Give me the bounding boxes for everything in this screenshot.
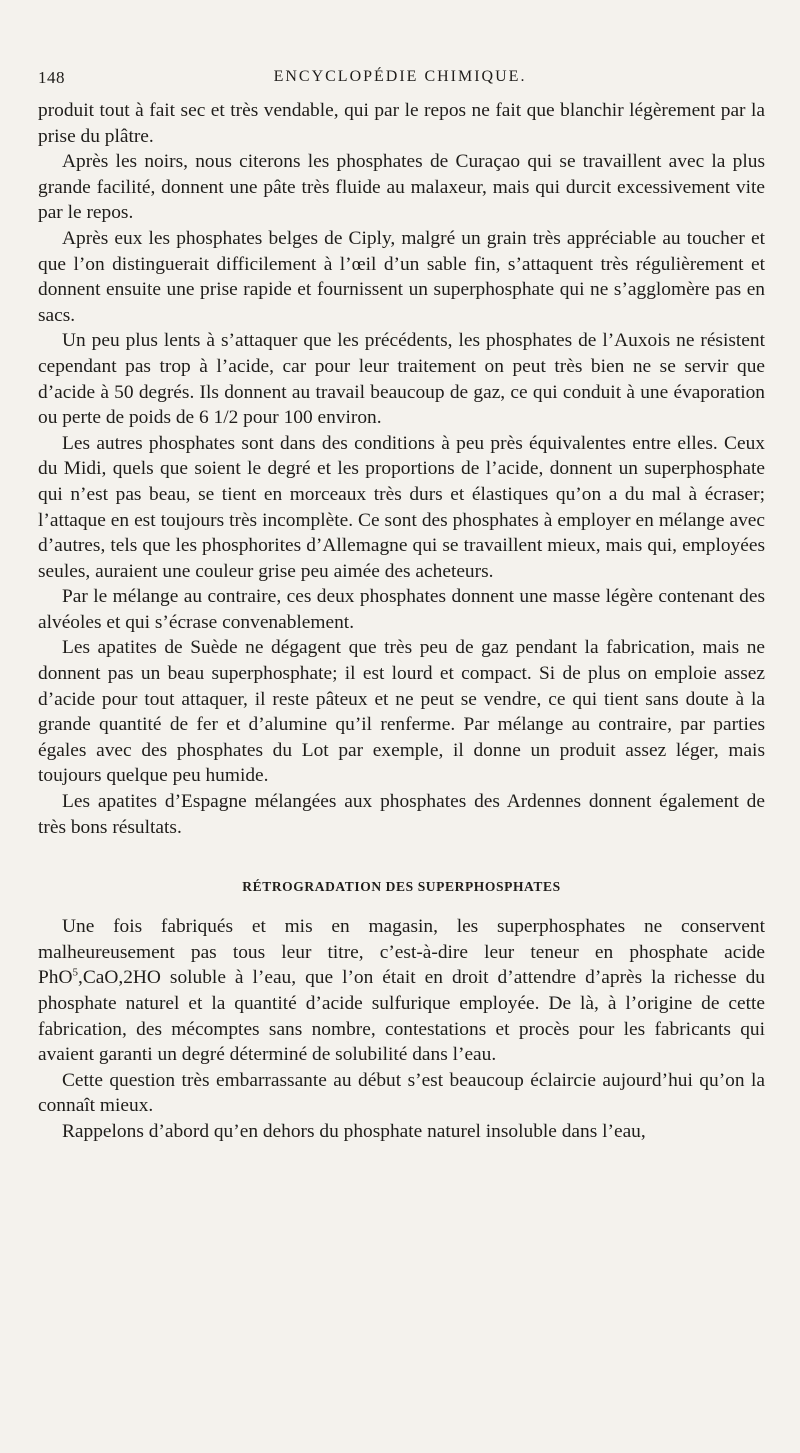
paragraph: Les apatites d’Espagne mélangées aux phosphates des Ardennes donnent également de très bons résultats.: [38, 791, 765, 838]
paragraph-with-formula: [38, 914, 765, 1068]
section-heading: RÉTROGRADATION DES SUPERPHOSPHATES: [242, 879, 561, 895]
body-text: [38, 98, 765, 1145]
paragraph: produit tout à fait sec et très vendable, qui par le repos ne fait que blanchir légèrement par la prise du plâtre.: [38, 100, 765, 147]
paragraph: Rappelons d’abord qu’en dehors du phosphate naturel insoluble dans l’eau,: [62, 1120, 646, 1142]
paragraph: Cette question très embarrassante au début s’est beaucoup éclaircie aujourd’hui qu’on la connaît mieux.: [38, 1069, 765, 1117]
page-header: [38, 68, 762, 94]
formula-superscript: 5: [72, 966, 78, 979]
paragraph: Après eux les phosphates belges de Ciply, malgré un grain très appréciable au toucher et que l’on distinguerait difficilement à l’œil d’un sable fin, s’attaquent très régulièrement et donnent ensuite une prise rapide et fournissent un superphosphate qui ne s’agglomère pas en sacs.: [38, 227, 765, 326]
formula-text-after: ,CaO,2HO soluble à l’eau, que l’on était en droit d’attendre d’après la richesse du phosphate naturel et la quantité d’acide sulfurique employée. De là, à l’origine de cette fabrication, des mécomptes sans nombre, contestations et procès pour les fabricants qui avaient garanti un degré déterminé de solubilité dans l’eau.: [38, 967, 765, 1066]
formula-text-before: Une fois fabriqués et mis en magasin, les superphosphates ne conservent malheureusement pas tous leur titre, c’est-à-dire leur teneur en phosphate acide PhO: [38, 916, 765, 989]
paragraph: Après les noirs, nous citerons les phosphates de Curaçao qui se travaillent avec la plus grande facilité, donnent une pâte très fluide au malaxeur, mais qui durcit excessivement vite par le repos.: [38, 151, 765, 224]
page-number: 148: [38, 68, 65, 87]
paragraph: Les apatites de Suède ne dégagent que très peu de gaz pendant la fabrication, mais ne donnent pas un beau superphosphate; il est lourd et compact. Si de plus on emploie assez d’acide pour tout attaquer, il reste pâteux et ne peut se vendre, ce qui tient sans doute à la grande quantité de fer et d’alumine qu’il renferme. Par mélange au contraire, par parties égales avec des phosphates du Lot par exemple, il donne un produit assez léger, mais toujours quelque peu humide.: [38, 637, 765, 787]
paragraph: Par le mélange au contraire, ces deux phosphates donnent une masse légère contenant des alvéoles et qui s’écrase convenablement.: [38, 586, 765, 633]
paragraph: Les autres phosphates sont dans des conditions à peu près équivalentes entre elles. Ceux du Midi, quels que soient le degré et les proportions de l’acide, donnent un superphosphate qui n’est pas beau, se tient en morceaux très durs et élastiques qu’on a du mal à écraser; l’attaque en est toujours très incomplète. Ce sont des phosphates à employer en mélange avec d’autres, tels que les phosphorites d’Allemagne qui se travaillent mieux, mais qui, employées seules, auraient une couleur grise peu aimée des acheteurs.: [38, 432, 765, 582]
running-title: ENCYCLOPÉDIE CHIMIQUE.: [273, 68, 527, 85]
paragraph: Un peu plus lents à s’attaquer que les précédents, les phosphates de l’Auxois ne résistent cependant pas trop à l’acide, car pour leur traitement on peut très bien ne se servir que d’acide à 50 degrés. Ils donnent au travail beaucoup de gaz, ce qui conduit à une évaporation ou perte de poids de 6 1/2 pour 100 environ.: [38, 330, 765, 429]
